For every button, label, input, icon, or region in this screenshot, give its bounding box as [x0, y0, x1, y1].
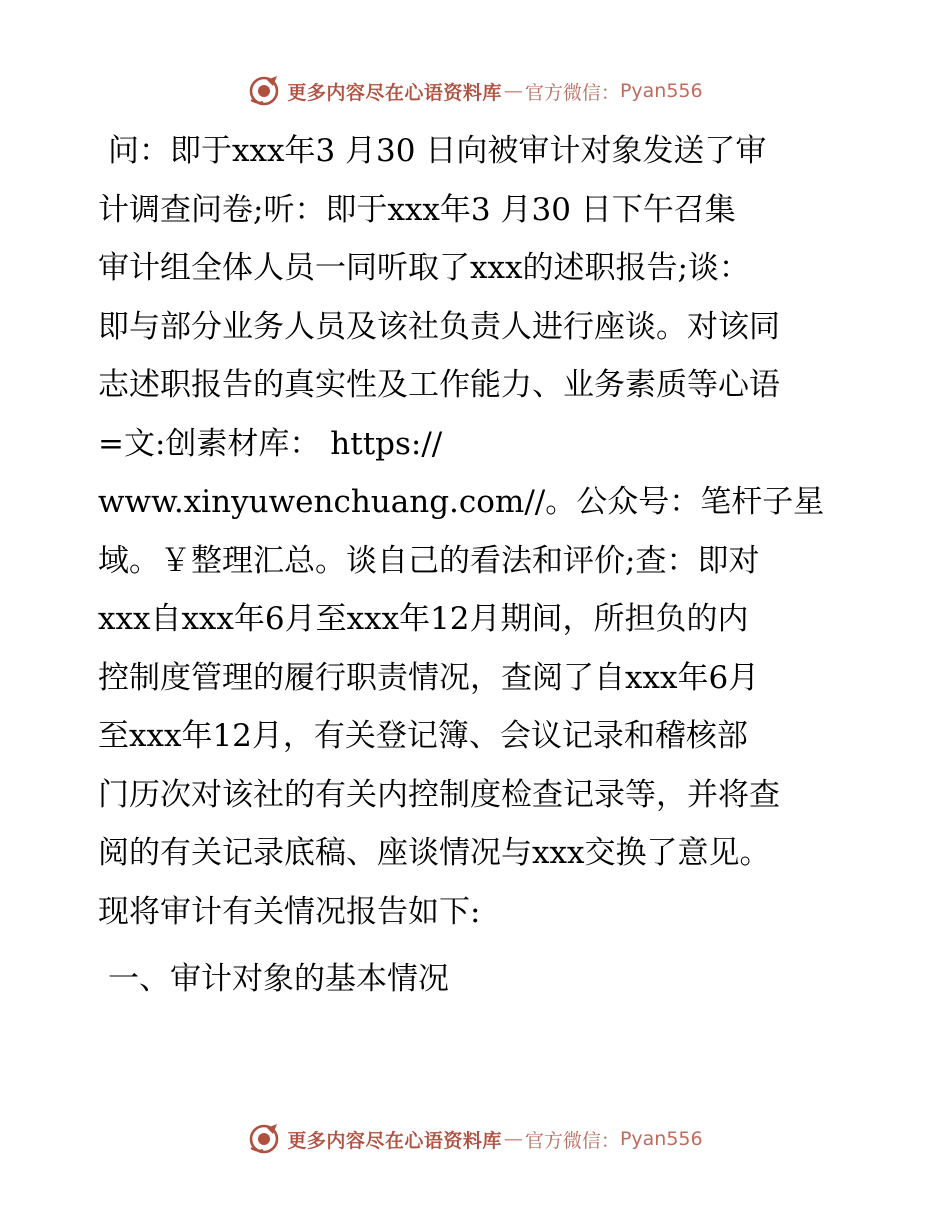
section-heading: 一、审计对象的基本情况: [108, 961, 449, 997]
watermark-wechat-id: Pyan556: [619, 1128, 703, 1150]
body-line: 域。￥整理汇总。谈自己的看法和评价;查：即对: [98, 542, 760, 579]
footer-watermark: [0, 1119, 950, 1159]
watermark-wechat-id: Pyan556: [619, 80, 703, 102]
body-line: 即与部分业务人员及该社负责人进行座谈。对该同: [98, 308, 780, 345]
watermark-sub-text: 官方微信：: [524, 1129, 620, 1152]
body-line: =文:创素材库： https://: [98, 425, 443, 462]
body-line: 审计组全体人员一同听取了xxx的述职报告;谈：: [98, 250, 750, 286]
body-line: xxx自xxx年6月至xxx年12月期间，所担负的内: [98, 601, 749, 637]
body-line: 阅的有关记录底稿、座谈情况与xxx交换了意见。: [98, 835, 771, 871]
header-watermark: [0, 71, 950, 111]
body-line: 现将审计有关情况报告如下:: [98, 893, 481, 930]
body-line: 问：即于xxx年3 月30 日向被审计对象发送了审: [108, 133, 767, 169]
watermark-sub-text: 官方微信：: [524, 81, 620, 104]
watermark-separator: —: [503, 1128, 523, 1150]
watermark-main-text: 更多内容尽在心语资料库: [287, 1129, 502, 1152]
body-line: 至xxx年12月，有关登记簿、会议记录和稽核部: [98, 718, 748, 754]
pen-circle-logo-icon: [247, 1122, 281, 1156]
watermark-main-text: 更多内容尽在心语资料库: [287, 81, 502, 104]
body-line: www.xinyuwenchuang.com//。公众号：笔杆子星: [98, 484, 825, 520]
body-line: 门历次对该社的有关内控制度检查记录等，并将查: [98, 776, 780, 813]
body-line: 计调查问卷;听：即于xxx年3 月30 日下午召集: [98, 191, 736, 228]
pen-circle-logo-icon: [247, 74, 281, 108]
body-line: 志述职报告的真实性及工作能力、业务素质等心语: [98, 367, 780, 403]
document-body: [98, 122, 858, 941]
watermark-separator: —: [503, 80, 523, 102]
body-line: 控制度管理的履行职责情况，查阅了自xxx年6月: [98, 659, 760, 696]
